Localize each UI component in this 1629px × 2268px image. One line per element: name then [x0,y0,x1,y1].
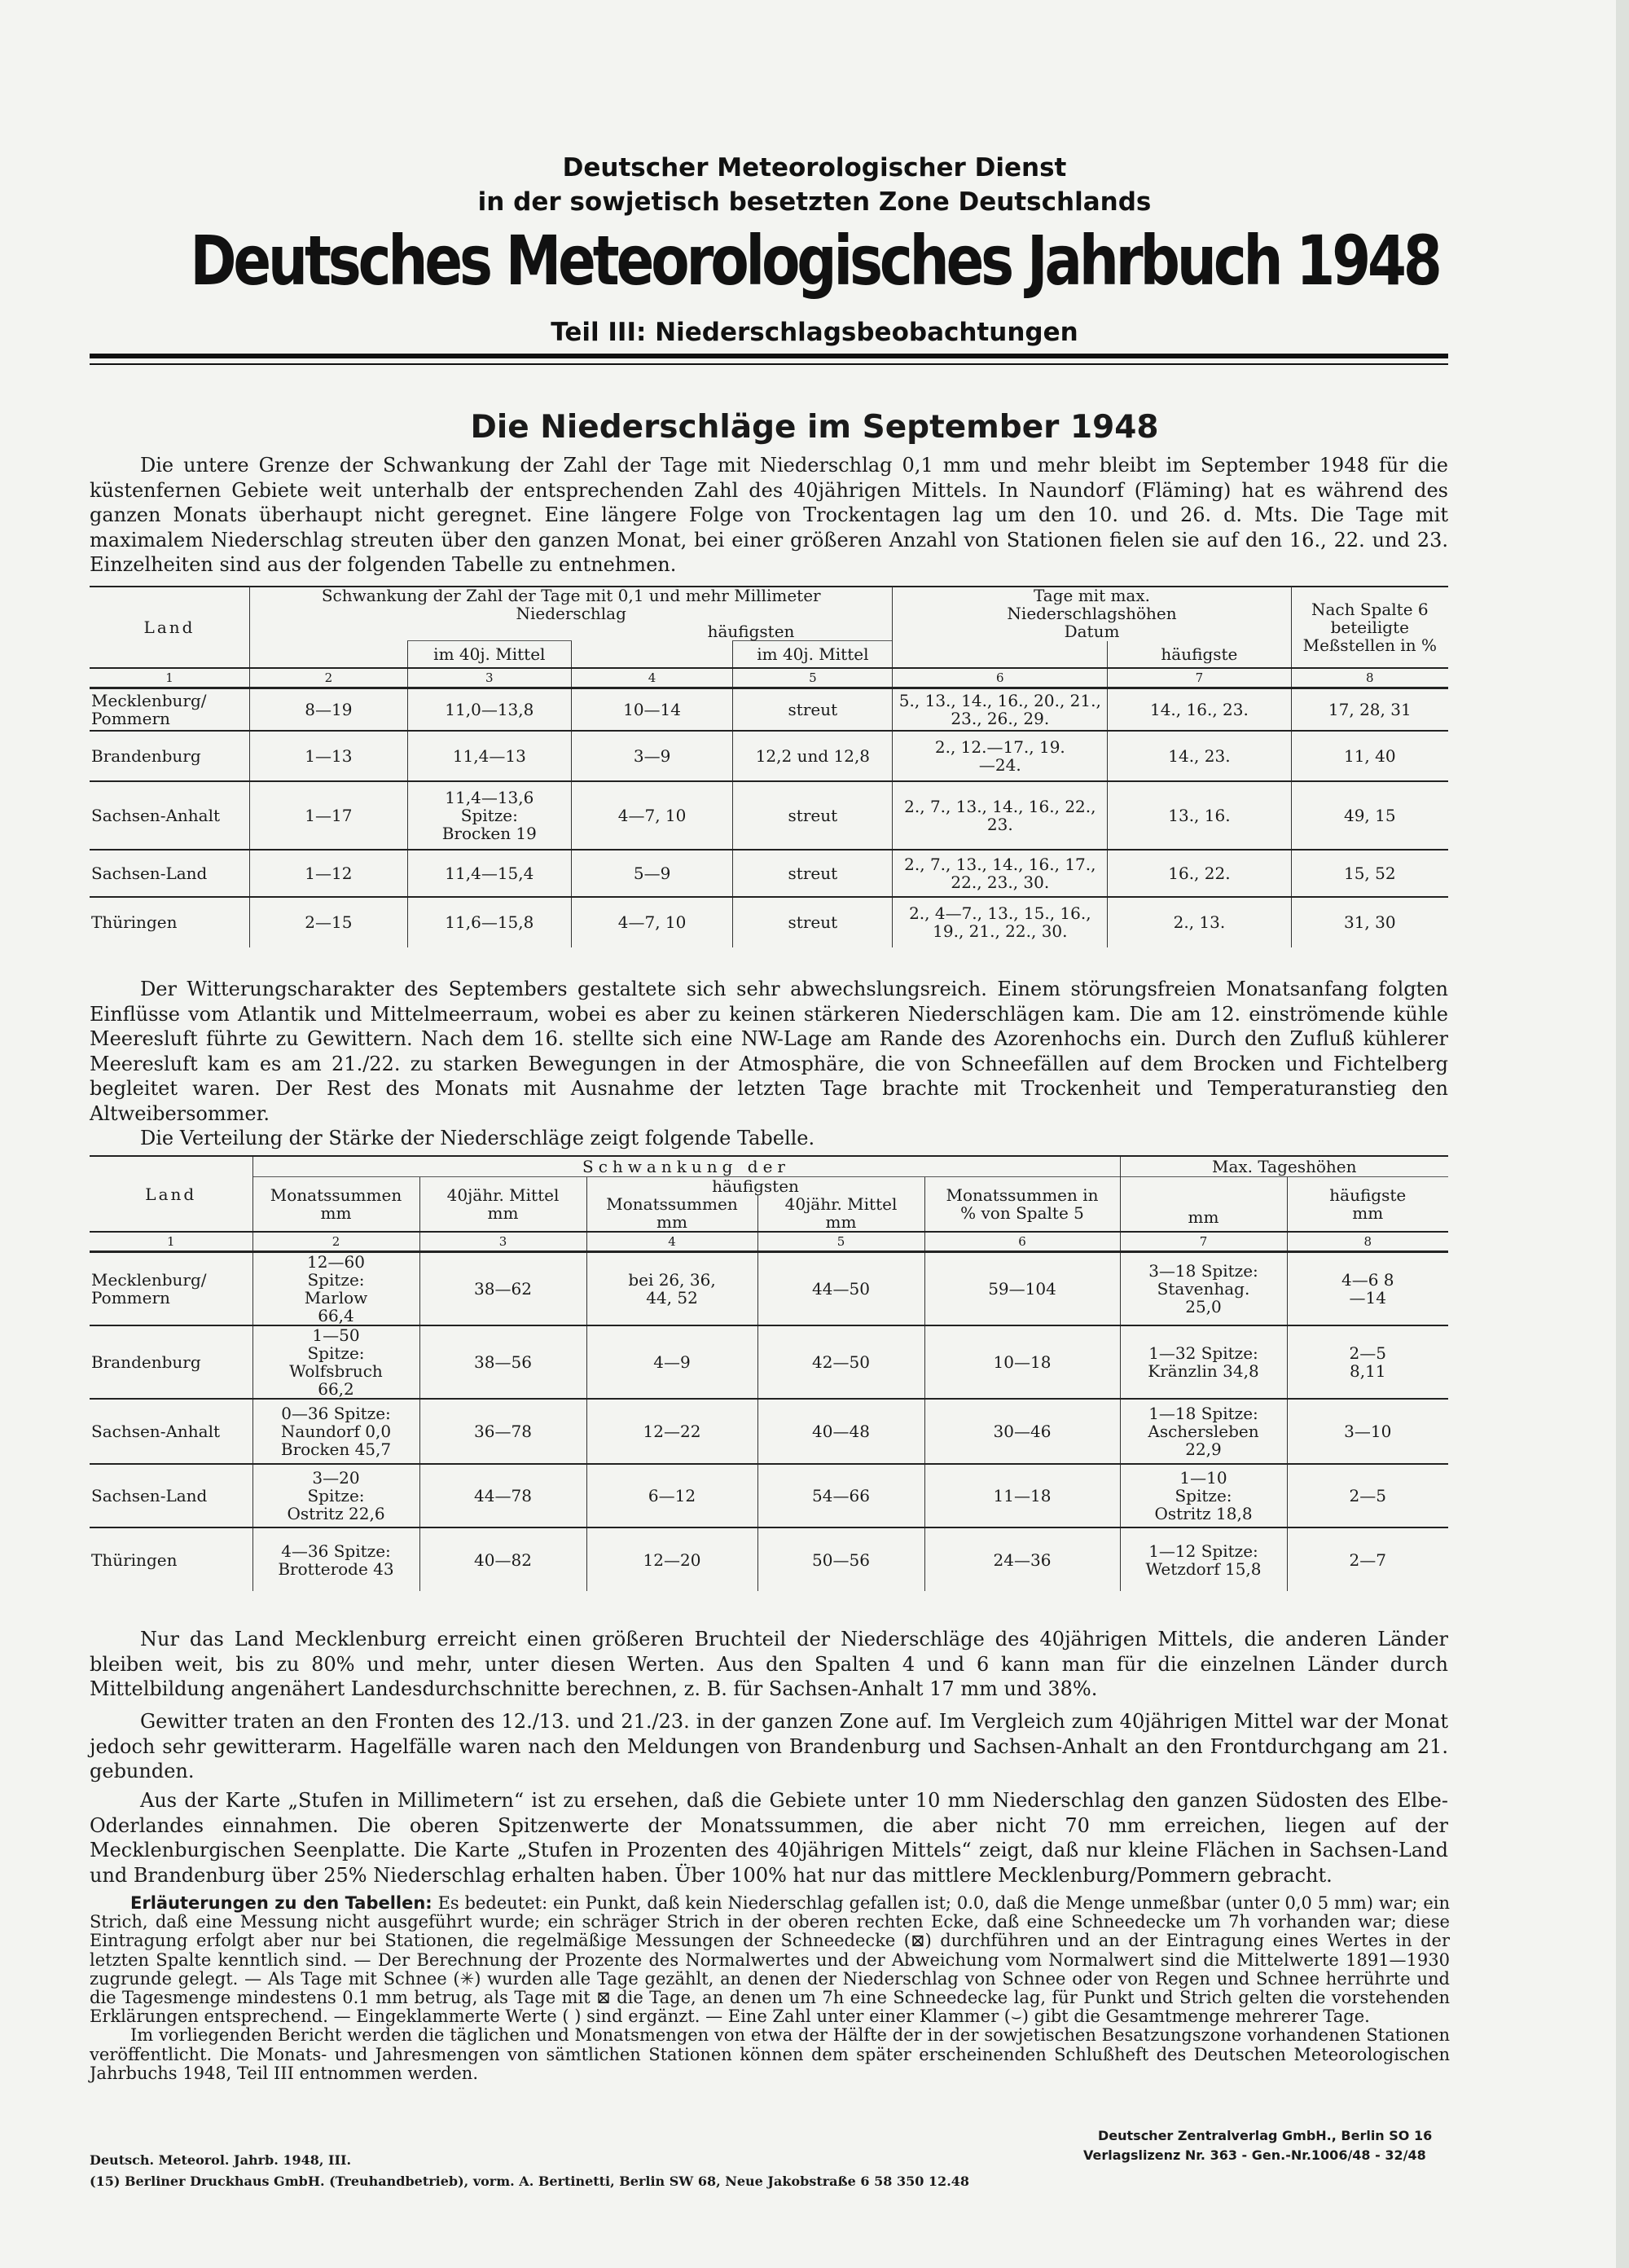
t1-cell: 12,2 und 12,8 [733,731,893,781]
t1-header-blank-4 [893,641,1108,669]
t1-cell-land: Sachsen-Land [90,850,250,897]
t2-header-unit-7: mm [1120,1177,1287,1233]
table-row [90,1252,1448,1326]
t1-cell: 14., 23. [1108,731,1291,781]
t2-cell: 3—20 Spitze: Ostritz 22,6 [252,1464,419,1527]
org-line-1: Deutscher Meteorologischer Dienst [562,153,1067,182]
t2-header-land: Land [145,1184,197,1204]
t2-cell: 1—18 Spitze: Aschersleben 22,9 [1120,1399,1287,1464]
t1-cell: streut [733,781,893,850]
table-row [90,731,1448,781]
t2-header-unit: mm [1352,1203,1384,1223]
t1-cell-land: Mecklenburg/ Pommern [90,688,250,731]
t1-index-cell: 8 [1291,668,1448,688]
notes-block [90,1894,1450,2083]
paragraph-karte: Aus der Karte „Stufen in Millimetern“ ist zu ersehen, daß die Gebiete unter 10 mm Niederschlag den ganzen Südosten des Elbe-Oderlandes einnahmen. Die oberen Spitzenwerte der Monatssummen, die aber nicht 70 mm erreichen, liegen auf der Mecklenburgischen Seenplatte. Die Karte „Stufen in Prozenten des 40jährigen Mittels“ zeigt, daß nur kleine Flächen in Sachsen-Land und Brandenburg über 25% Niederschlag erhalten haben. Über 100% hat nur das mittlere Mecklenburg/Pommern gebracht. [90,1789,1448,1887]
main-title: Deutsches Meteorologisches Jahrbuch 1948 [190,221,1439,301]
t1-header-tage: Tage mit max. Niederschlagshöhen [893,587,1291,622]
t2-index-cell: 6 [924,1232,1120,1252]
t2-cell: 2—7 [1287,1527,1448,1591]
t2-cell: 50—56 [757,1527,924,1591]
table-row [90,1464,1448,1527]
table-row [90,781,1448,850]
t2-cell: 3—10 [1287,1399,1448,1464]
t2-cell: 44—78 [419,1464,586,1527]
t2-cell: 1—12 Spitze: Wetzdorf 15,8 [1120,1527,1287,1591]
t1-index-cell: 7 [1108,668,1291,688]
t2-header-unit: mm [320,1203,352,1223]
footer-license: Verlagslizenz Nr. 363 - Gen.-Nr.1006/48 - 32/48 [1083,2147,1426,2163]
footer-printer: (15) Berliner Druckhaus GmbH. (Treuhandbetrieb), vorm. A. Bertinetti, Berlin SW 68, Neue Jakobstraße 6 58 350 12.48 [90,2174,970,2189]
t2-cell: 0—36 Spitze: Naundorf 0,0 Brocken 45,7 [252,1399,419,1464]
t2-cell: 42—50 [757,1325,924,1399]
t2-header-haeufigste [1287,1177,1448,1233]
t2-index-cell: 5 [757,1232,924,1252]
t2-cell: 1—50 Spitze: Wolfsbruch 66,2 [252,1325,419,1399]
t2-index-cell: 8 [1287,1232,1448,1252]
t1-header-mittel-a: im 40j. Mittel [407,641,571,669]
t2-cell: 40—48 [757,1399,924,1464]
t1-cell: 5., 13., 14., 16., 20., 21., 23., 26., 29. [893,688,1108,731]
t2-header-unit: mm [656,1212,687,1232]
t1-header-blank-2 [250,641,408,669]
table-row [90,688,1448,731]
t2-cell: 11—18 [924,1464,1120,1527]
t1-cell: 11,4—15,4 [407,850,571,897]
t2-header-mittel2 [757,1195,924,1232]
t2-cell: bei 26, 36, 44, 52 [586,1252,757,1326]
t2-index-cell: 3 [419,1232,586,1252]
t1-cell: 3—9 [571,731,732,781]
t1-header-haeufigste: häufigste [1108,641,1291,669]
t1-cell: 14., 16., 23. [1108,688,1291,731]
t1-cell: 11,6—15,8 [407,897,571,947]
t2-header-unit: mm [487,1203,519,1223]
t2-cell: 1—10 Spitze: Ostritz 18,8 [1120,1464,1287,1527]
t1-cell: 2., 4—7., 13., 15., 16., 19., 21., 22., 30. [893,897,1108,947]
t1-index-cell: 2 [250,668,408,688]
t2-cell: 59—104 [924,1252,1120,1326]
notes-text: Es bedeutet: ein Punkt, daß kein Niederschlag gefallen ist; 0.0, daß die Menge unmeßbar (unter 0,0 5 mm) war; ein Strich, daß eine Messung nicht ausgeführt wurde; ein schräger Strich in der oberen rechten Ecke, daß eine Schneedecke um 7h vorhanden war; diese Eintragung erfolgt aber nur bei Stationen, die regelmäßige Messungen der Schneedecke (⊠) durchführen und an der Eintragung eines Wertes in der letzten Spalte kenntlich sind. — Der Berechnung der Prozente des Normalwertes und der Abweichung vom Normalwert sind die Mittelwerte 1891—1930 zugrunde gelegt. — Als Tage mit Schnee (✳) wurden alle Tage gezählt, an denen der Niederschlag von Schnee oder von Regen und Schnee herrührte und die Tagesmenge mindestens 0.1 mm betrug, als Tage mit ⊠ die Tage, an denen um 7h eine Schneedecke lag, für Punkt und Strich gelten die vorstehenden Erklärungen entsprechend. — Eingeklammerte Werte ( ) sind ergänzt. — Eine Zahl unter einer Klammer (⌣) gibt die Gesamtmenge mehrerer Tage. [90,1893,1450,2027]
t1-index-cell: 6 [893,668,1108,688]
t1-cell: streut [733,897,893,947]
table-row [90,850,1448,897]
t2-cell-land: Sachsen-Land [90,1464,252,1527]
t1-cell: streut [733,850,893,897]
t2-cell: 54—66 [757,1464,924,1527]
org-line-2: in der sowjetisch besetzten Zone Deutschlands [477,187,1152,217]
t2-header-monat2 [586,1195,757,1232]
t1-cell: 17, 28, 31 [1291,688,1448,731]
t1-cell: streut [733,688,893,731]
t1-cell-land: Sachsen-Anhalt [90,781,250,850]
t2-header-mittel [419,1177,586,1233]
t2-cell: 3—18 Spitze: Stavenhag. 25,0 [1120,1252,1287,1326]
part-title: Teil III: Niederschlagsbeobachtungen [551,318,1078,347]
t2-cell: 44—50 [757,1252,924,1326]
t1-header-datum: Datum [893,622,1291,641]
t2-cell: 12—60 Spitze: Marlow 66,4 [252,1252,419,1326]
t1-header-blank-3 [571,641,732,669]
t1-header-haeufigsten: häufigsten [707,622,795,641]
t2-index-cell: 4 [586,1232,757,1252]
t2-cell-land: Mecklenburg/ Pommern [90,1252,252,1326]
t2-cell: 4—9 [586,1325,757,1399]
t1-cell: 1—13 [250,731,408,781]
table-row [90,1527,1448,1591]
t2-cell-land: Thüringen [91,1549,178,1570]
t1-cell: 15, 52 [1291,850,1448,897]
t2-cell: 10—18 [924,1325,1120,1399]
t2-header-unit: mm [825,1212,857,1232]
t1-header-land: Land [143,617,195,637]
t2-cell-land: Brandenburg [90,1325,252,1399]
t2-cell: 4—6 8—14 [1287,1252,1448,1326]
t2-cell: 24—36 [924,1527,1120,1591]
t2-cell: 12—22 [586,1399,757,1464]
title-rule-thick [90,354,1448,358]
t2-cell: 2—5 [1287,1464,1448,1527]
t1-index-cell: 5 [733,668,893,688]
t2-index-cell: 7 [1120,1232,1287,1252]
t1-cell: 13., 16. [1108,781,1291,850]
t2-header-haeufigsten: häufigsten [586,1177,924,1196]
t1-cell: 4—7, 10 [571,781,732,850]
t2-cell: 36—78 [419,1399,586,1464]
footer-journal: Deutsch. Meteorol. Jahrb. 1948, III. [90,2152,352,2168]
t1-header-mittel-b: im 40j. Mittel [733,641,893,669]
t2-header-monat [252,1177,419,1233]
t1-cell: 2., 13. [1108,897,1291,947]
t1-index-cell: 1 [90,668,250,688]
t2-cell: 38—56 [419,1325,586,1399]
t1-cell: 2., 12.—17., 19.—24. [893,731,1108,781]
t2-index-cell: 1 [90,1232,252,1252]
t2-cell: 38—62 [419,1252,586,1326]
t2-cell: 4—36 Spitze: Brotterode 43 [252,1527,419,1591]
t2-cell: 12—20 [586,1527,757,1591]
t2-header-schwankung: Schwankung der [252,1157,1120,1177]
t1-cell: 2—15 [250,897,408,947]
t2-header-mittel2-label: 40jähr. Mittel [784,1194,898,1214]
t1-cell: 11,4—13,6 Spitze: Brocken 19 [407,781,571,850]
t1-header-spalte6: Nach Spalte 6 beteiligte Meßstellen in % [1291,587,1448,668]
table-row [90,1325,1448,1399]
table-precipitation-amounts [90,1157,1448,1591]
section-title: Die Niederschläge im September 1948 [470,409,1159,446]
t2-cell-land: Sachsen-Anhalt [90,1399,252,1464]
t1-cell: 31, 30 [1291,897,1448,947]
t1-cell-land: Thüringen [91,912,178,932]
table-row [90,1399,1448,1464]
t2-header-monat2-label: Monatssummen [606,1194,738,1214]
t1-cell: 2., 7., 13., 14., 16., 17., 22., 23., 30. [893,850,1108,897]
paragraph-intro: Die untere Grenze der Schwankung der Zahl der Tage mit Niederschlag 0,1 mm und mehr bleibt im September 1948 für die küstenfernen Gebiete weit unterhalb der entsprechenden Zahl des 40jährigen Mittels. In Naundorf (Fläming) hat es während des ganzen Monats überhaupt nicht geregnet. Eine längere Folge von Trockentagen lag um den 10. und 26. d. Mts. Die Tage mit maximalem Niederschlag streuten über den ganzen Monat, bei einer größeren Anzahl von Stationen fielen sie auf den 16., 22. und 23. Einzelheiten sind aus der folgenden Tabelle zu entnehmen. [90,454,1448,576]
t1-cell: 11, 40 [1291,731,1448,781]
title-rule-thin [90,363,1448,365]
t1-index-cell: 4 [571,668,732,688]
t2-header-mittel-label: 40jähr. Mittel [446,1185,560,1205]
table-days-precipitation [90,587,1448,947]
t2-cell: 6—12 [586,1464,757,1527]
t1-cell: 10—14 [571,688,732,731]
t2-header-prozent: Monatssummen in % von Spalte 5 [924,1177,1120,1233]
table-row [90,897,1448,947]
t1-cell: 11,4—13 [407,731,571,781]
paragraph-table-intro: Die Verteilung der Stärke der Niederschläge zeigt folgende Tabelle. [140,1127,815,1149]
t2-header-max: Max. Tageshöhen [1120,1157,1448,1177]
t1-cell-land: Brandenburg [90,731,250,781]
t2-header-haeufigste-label: häufigste [1329,1185,1407,1205]
t1-cell: 2., 7., 13., 14., 16., 22., 23. [893,781,1108,850]
t1-cell: 49, 15 [1291,781,1448,850]
t2-cell: 40—82 [419,1527,586,1591]
t1-cell: 16., 22. [1108,850,1291,897]
t1-cell: 1—12 [250,850,408,897]
t1-cell: 1—17 [250,781,408,850]
t2-cell: 1—32 Spitze: Kränzlin 34,8 [1120,1325,1287,1399]
t2-index-cell: 2 [252,1232,419,1252]
t2-cell: 30—46 [924,1399,1120,1464]
paragraph-weather: Der Witterungscharakter des Septembers gestaltete sich sehr abwechslungsreich. Einem störungsfreien Monatsanfang folgten Einflüsse vom Atlantik und Mittelmeerraum, wobei es aber zu keinen stärkeren Niederschlägen kam. Die am 12. einströmende kühle Meeresluft führte zu Gewittern. Nach dem 16. stellte sich eine NW-Lage am Rande des Azorenhochs ein. Durch den Zufluß kühlerer Meeresluft kam es am 21./22. zu starken Bewegungen in der Atmosphäre, die von Schneefällen auf dem Brocken und Fichtelberg begleitet waren. Der Rest des Monats mit Ausnahme der letzten Tage brachte mit Trockenheit und Temperaturanstieg den Altweibersommer. [90,978,1448,1125]
paragraph-mecklenburg: Nur das Land Mecklenburg erreicht einen größeren Bruchteil der Niederschläge des 40jährigen Mittels, die anderen Länder bleiben weit, bis zu 80% und mehr, unter diesen Werten. Aus den Spalten 4 und 6 kann man für die einzelnen Länder durch Mittelbildung angenähert Landesdurchschnitte berechnen, z. B. für Sachsen-Anhalt 17 mm und 38%. [90,1628,1448,1700]
t1-cell: 11,0—13,8 [407,688,571,731]
t1-cell: 5—9 [571,850,732,897]
t1-cell: 4—7, 10 [571,897,732,947]
t2-header-monat-label: Monatssummen [270,1185,402,1205]
footer-publisher: Deutscher Zentralverlag GmbH., Berlin SO 16 [1098,2128,1433,2143]
t2-cell: 2—5 8,11 [1287,1325,1448,1399]
t1-header-schwankung: Schwankung der Zahl der Tage mit 0,1 und mehr Millimeter Niederschlag [250,587,893,622]
t1-header-blank [250,622,408,641]
paragraph-gewitter: Gewitter traten an den Fronten des 12./13. und 21./23. in der ganzen Zone auf. Im Vergleich zum 40jährigen Mittel war der Monat jedoch sehr gewitterarm. Hagelfälle waren nach den Meldungen von Brandenburg und Sachsen-Anhalt an den Frontdurchgang am 21. gebunden. [90,1710,1448,1782]
notes-text-2: Im vorliegenden Bericht werden die täglichen und Monatsmengen von etwa der Hälfte der in der sowjetischen Besatzungszone vorhandenen Stationen veröffentlicht. Die Monats- und Jahresmengen von sämtlichen Stationen können dem später erscheinenden Schlußheft des Deutschen Meteorologischen Jahrbuchs 1948, Teil III entnommen werden. [90,2025,1450,2083]
notes-label: Erläuterungen zu den Tabellen: [130,1893,432,1913]
t1-index-cell: 3 [407,668,571,688]
t1-cell: 8—19 [250,688,408,731]
